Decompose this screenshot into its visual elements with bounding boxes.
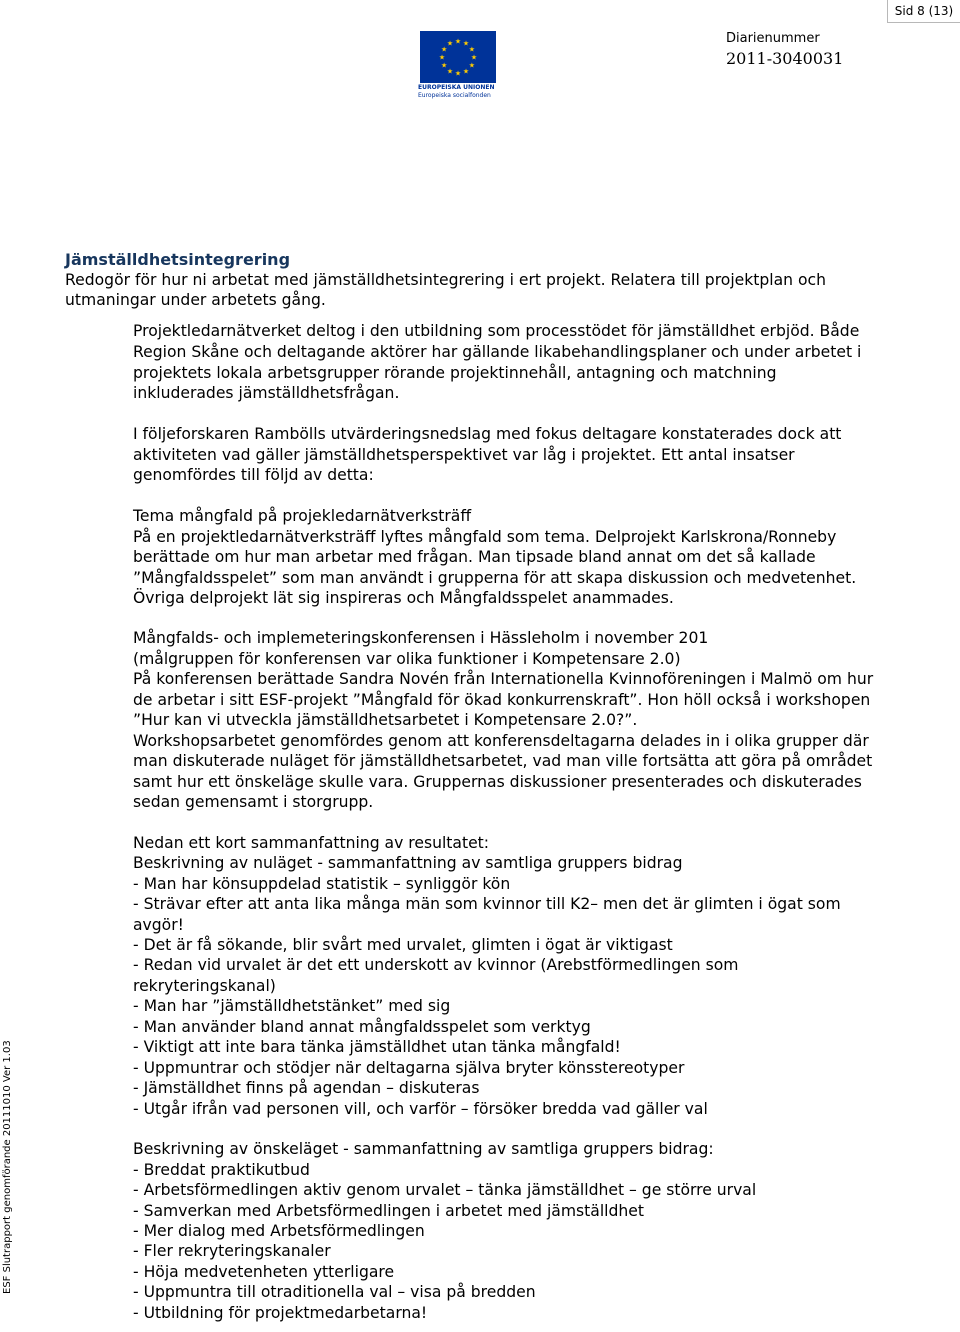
body-text-line: - Uppmuntra till otraditionella val – visa på bredden <box>133 1283 536 1301</box>
body-text-line: - Viktigt att inte bara tänka jämställdhet utan tänka mångfald! <box>133 1038 621 1056</box>
flag-star-icon: ★ <box>454 69 462 78</box>
flag-star-icon: ★ <box>440 45 448 54</box>
eu-logo-text-fund: Europeiska socialfonden <box>418 92 491 99</box>
body-text-line: - Utbildning för projektmedarbetarna! <box>133 1304 428 1322</box>
body-text-line: Övriga delprojekt lät sig inspireras och Mångfaldsspelet anammades. <box>133 589 674 607</box>
body-text-line: - Uppmuntrar och stödjer när deltagarna själva bryter könsstereotyper <box>133 1059 685 1077</box>
eu-logo-text-union: EUROPEISKA UNIONEN <box>418 84 495 91</box>
flag-star-icon: ★ <box>446 67 454 76</box>
body-text-line: berättade om hur man arbetar med frågan. Man tipsade bland annat om det så kallade <box>133 548 816 566</box>
flag-star-icon: ★ <box>468 61 476 70</box>
diary-number-label: Diarienummer <box>726 31 820 46</box>
body-text-line: - Jämställdhet finns på agendan – diskuteras <box>133 1079 480 1097</box>
body-text-line: avgör! <box>133 916 184 934</box>
body-text-line: Beskrivning av önskeläget - sammanfattning av samtliga gruppers bidrag: <box>133 1140 714 1158</box>
body-text-line: sedan gemensamt i storgrupp. <box>133 793 374 811</box>
body-text-line: I följeforskaren Rambölls utvärderingsnedslag med fokus deltagare konstaterades dock att <box>133 425 842 443</box>
flag-star-icon: ★ <box>454 37 462 46</box>
body-text-line: Workshopsarbetet genomfördes genom att konferensdeltagarna delades in i olika grupper där <box>133 732 869 750</box>
body-text-line: På en projektledarnätverksträff lyftes mångfald som tema. Delprojekt Karlskrona/Ronneby <box>133 528 837 546</box>
body-text-line: - Arbetsförmedlingen aktiv genom urvalet – tänka jämställdhet – ge större urval <box>133 1181 757 1199</box>
body-text-line: projektets lokala arbetsgrupper rörande projektinnehåll, antagning och matchning <box>133 364 777 382</box>
body-text-line: utmaningar under arbetets gång. <box>65 291 326 309</box>
body-text-line: - Strävar efter att anta lika många män som kvinnor till K2– men det är glimten i ögat som <box>133 895 841 913</box>
body-text-line: Region Skåne och deltagande aktörer har gällande likabehandlingsplaner och under arbetet i <box>133 343 862 361</box>
body-text-line: rekryteringskanal) <box>133 977 276 995</box>
body-text-line: - Man använder bland annat mångfaldsspelet som verktyg <box>133 1018 591 1036</box>
body-text-line: Tema mångfald på projekledarnätverksträff <box>133 507 472 525</box>
body-text-line: inkluderades jämställdhetsfrågan. <box>133 384 400 402</box>
body-text-line: - Utgår ifrån vad personen vill, och varför – försöker bredda vad gäller val <box>133 1100 708 1118</box>
body-text-line: - Fler rekryteringskanaler <box>133 1242 331 1260</box>
body-text-line: samt hur ett önskeläge skulle vara. Gruppernas diskussioner presenterades och diskuterades <box>133 773 862 791</box>
body-text-line: Mångfalds- och implemeteringskonferensen i Hässleholm i november 201 <box>133 629 709 647</box>
body-text-line: (målgruppen för konferensen var olika funktioner i Kompetensare 2.0) <box>133 650 681 668</box>
body-text-line: man diskuterade nuläget för jämställdhetsarbetet, vad man ville fortsätta att göra på området <box>133 752 873 770</box>
page-number-label: Sid 8 (13) <box>887 0 960 23</box>
diary-number-value: 2011-3040031 <box>726 49 844 68</box>
body-text-line: - Samverkan med Arbetsförmedlingen i arbetet med jämställdhet <box>133 1202 644 1220</box>
body-text-line: På konferensen berättade Sandra Novén från Internationella Kvinnoföreningen i Malmö om hur <box>133 670 874 688</box>
flag-star-icon: ★ <box>440 61 448 70</box>
body-text-line: genomfördes till följd av detta: <box>133 466 374 484</box>
body-text-line: - Redan vid urvalet är det ett underskott av kvinnor (Arebstförmedlingen som <box>133 956 739 974</box>
body-text-line: - Man har könsuppdelad statistik – synliggör kön <box>133 875 511 893</box>
body-text-line: Projektledarnätverket deltog i den utbildning som processtödet för jämställdhet erbjöd. Både <box>133 322 860 340</box>
body-text-line: de arbetar i sitt ESF-projekt ”Mångfald för ökad konkurrenskraft”. Hon höll också i workshopen <box>133 691 871 709</box>
flag-star-icon: ★ <box>470 53 478 62</box>
flag-star-icon: ★ <box>446 39 454 48</box>
body-text-line: ”Mångfaldsspelet” som man användt i grupperna för att skapa diskussion och medvetenhet. <box>133 569 857 587</box>
body-text-line: - Det är få sökande, blir svårt med urvalet, glimten i ögat är viktigast <box>133 936 673 954</box>
body-text-line: - Höja medvetenheten ytterligare <box>133 1263 395 1281</box>
body-text-line: - Breddat praktikutbud <box>133 1161 310 1179</box>
body-text-line: Beskrivning av nuläget - sammanfattning av samtliga gruppers bidrag <box>133 854 683 872</box>
flag-star-icon: ★ <box>462 39 470 48</box>
flag-star-icon: ★ <box>438 53 446 62</box>
body-text-line: ”Hur kan vi utveckla jämställdhetsarbetet i Kompetensare 2.0?”. <box>133 711 638 729</box>
body-text-line: Nedan ett kort sammanfattning av resultatet: <box>133 834 490 852</box>
body-text-line: Redogör för hur ni arbetat med jämställdhetsintegrering i ert projekt. Relatera till projektplan och <box>65 271 827 289</box>
body-text-line: - Mer dialog med Arbetsförmedlingen <box>133 1222 425 1240</box>
eu-flag-icon <box>420 31 496 83</box>
flag-star-icon: ★ <box>462 67 470 76</box>
flag-star-icon: ★ <box>468 45 476 54</box>
document-version-side-text: ESF Slutrapport genomförande 20111010 Ver 1.03 <box>2 1040 13 1294</box>
body-text-line: aktiviteten vad gäller jämställdhetsperspektivet var låg i projektet. Ett antal insatser <box>133 446 795 464</box>
section-heading: Jämställdhetsintegrering <box>65 250 291 269</box>
eu-logo <box>418 31 498 101</box>
body-text-line: - Man har ”jämställdhetstänket” med sig <box>133 997 451 1015</box>
